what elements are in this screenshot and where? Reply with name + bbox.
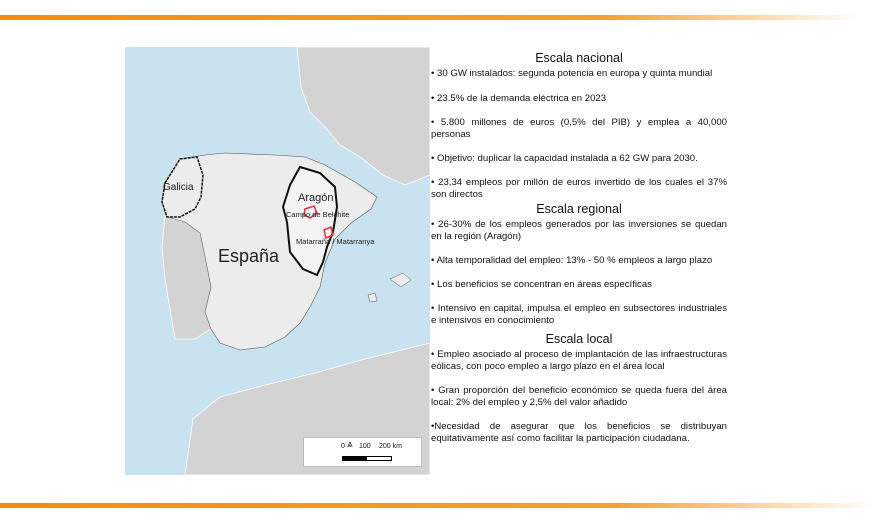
section-nacional [431, 52, 727, 201]
scale-100: 100 [359, 443, 371, 450]
section-regional [431, 203, 727, 327]
list-item: • Alta temporalidad del empleo: 13% - 50 % empleos a largo plazo [431, 255, 713, 266]
top-accent-bar [0, 15, 860, 20]
list-item: • 23,34 empleos por millón de euros invertido de los cuales el 37% son directos [431, 177, 727, 200]
scale-segment-white [366, 456, 392, 461]
scale-200km: 200 km [379, 443, 402, 450]
bottom-accent-bar [0, 503, 876, 508]
label-campo-de-belchite: Campo de Belchite [286, 210, 350, 219]
scale-bar [303, 437, 422, 467]
list-item: • 26-30% de los empleos generados por las inversiones se quedan en la región (Aragón) [431, 219, 727, 242]
list-item: • 23.5% de la demanda eléctrica en 2023 [431, 93, 607, 104]
list-item: • Empleo asociado al proceso de implantación de las infraestructuras eólicas, con poco empleo a largo plazo en el área local [431, 349, 727, 372]
label-aragon: Aragón [298, 192, 334, 204]
list-item: • Los beneficios se concentran en áreas específicas [431, 279, 652, 290]
list-item: •Necesidad de asegurar que los beneficios se distribuyan equitativamente así como facilitar la participación ciudadana. [431, 421, 727, 444]
north-arrow-icon: ⩓ [347, 439, 353, 450]
scale-zero: 0 [341, 443, 345, 450]
text-panel [431, 52, 727, 457]
list-item: • 5.800 millones de euros (0,5% del PIB) y emplea a 40,000 personas [431, 117, 727, 140]
list-item: • Objetivo: duplicar la capacidad instalada a 62 GW para 2030. [431, 153, 698, 164]
spain-map [125, 47, 430, 475]
section-local [431, 333, 727, 445]
list-item: • Gran proporción del beneficio económico se queda fuera del área local: 2% del empleo y 2,5% del valor añadido [431, 385, 727, 408]
label-galicia: Galicia [163, 182, 194, 193]
scale-segment-black [342, 456, 366, 461]
section-title: Escala local [545, 332, 613, 346]
label-matarrana: Matarraña / Matarranya [296, 237, 375, 246]
section-title: Escala nacional [535, 51, 623, 65]
section-title: Escala regional [536, 202, 622, 216]
list-item: • 30 GW instalados: segunda potencia en europa y quinta mundial [431, 68, 713, 79]
label-espana: España [218, 246, 280, 266]
list-item: • Intensivo en capital, impulsa el empleo en subsectores industriales e intensivos en conocimiento [431, 303, 727, 326]
